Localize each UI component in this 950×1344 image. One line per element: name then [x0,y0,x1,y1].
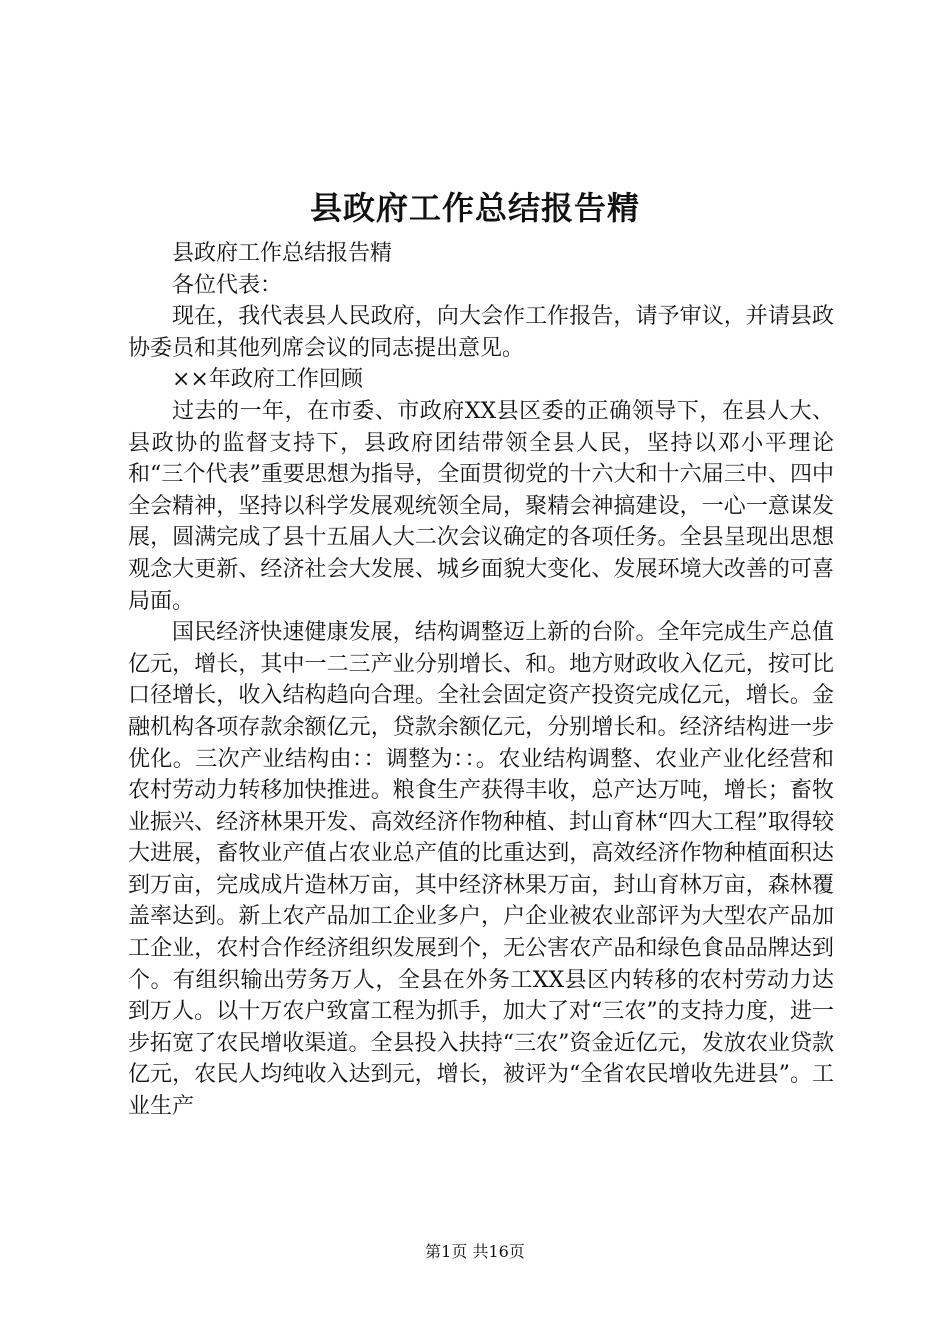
paragraph-review: 过去的一年，在市委、市政府XX县区委的正确领导下，在县人大、县政协的监督支持下，县政府团结带领全县人民，坚持以邓小平理论和“三个代表”重要思想为指导，全面贯彻党的十六大和十六届三中、四中全会精神，坚持以科学发展观统领全局，聚精会神搞建设，一心一意谋发展，圆满完成了县十五届人大二次会议确定的各项任务。全县呈现出思想观念大更新、经济社会大发展、城乡面貌大变化、发展环境大改善的可喜局面。 [128,398,834,614]
paragraph-heading: 县政府工作总结报告精 [172,241,393,266]
paragraph-salutation: 各位代表： [172,272,283,298]
paragraph-section-heading: ××年政府工作回顾 [172,367,363,393]
paragraph-intro: 现在，我代表县人民政府，向大会作工作报告，请予审议，并请县政协委员和其他列席会议的同志提出意见。 [128,304,834,361]
document-title: 县政府工作总结报告精 [309,189,640,227]
document-body [128,238,834,1123]
page-number-footer: 第1页 共16页 [425,1242,525,1261]
paragraph-economy: 国民经济快速健康发展，结构调整迈上新的台阶。全年完成生产总值亿元，增长，其中一二三产业分别增长、和。地方财政收入亿元，按可比口径增长，收入结构趋向合理。全社会固定资产投资完成亿元，增长。金融机构各项存款余额亿元，贷款余额亿元，分别增长和。经济结构进一步优化。三次产业结构由：：调整为：：。农业结构调整、农业产业化经营和农村劳动力转移加快推进。粮食生产获得丰收，总产达万吨，增长；畜牧业振兴、经济林果开发、高效经济作物种植、封山育林“四大工程”取得较大进展，畜牧业产值占农业总产值的比重达到，高效经济作物种植面积达到万亩，完成成片造林万亩，其中经济林果万亩，封山育林万亩，森林覆盖率达到。新上农产品加工企业多户，户企业被农业部评为大型农产品加工企业，农村合作经济组织发展到个，无公害农产品和绿色食品品牌达到个。有组织输出劳务万人，全县在外务工XX县区内转移的农村劳动力达到万人。以十万农户致富工程为抓手，加大了对“三农”的支持力度，进一步拓宽了农民增收渠道。全县投入扶持“三农”资金近亿元，发放农业贷款亿元，农民人均纯收入达到元，增长，被评为“全省农民增收先进县”。工业生产 [128,620,834,1120]
